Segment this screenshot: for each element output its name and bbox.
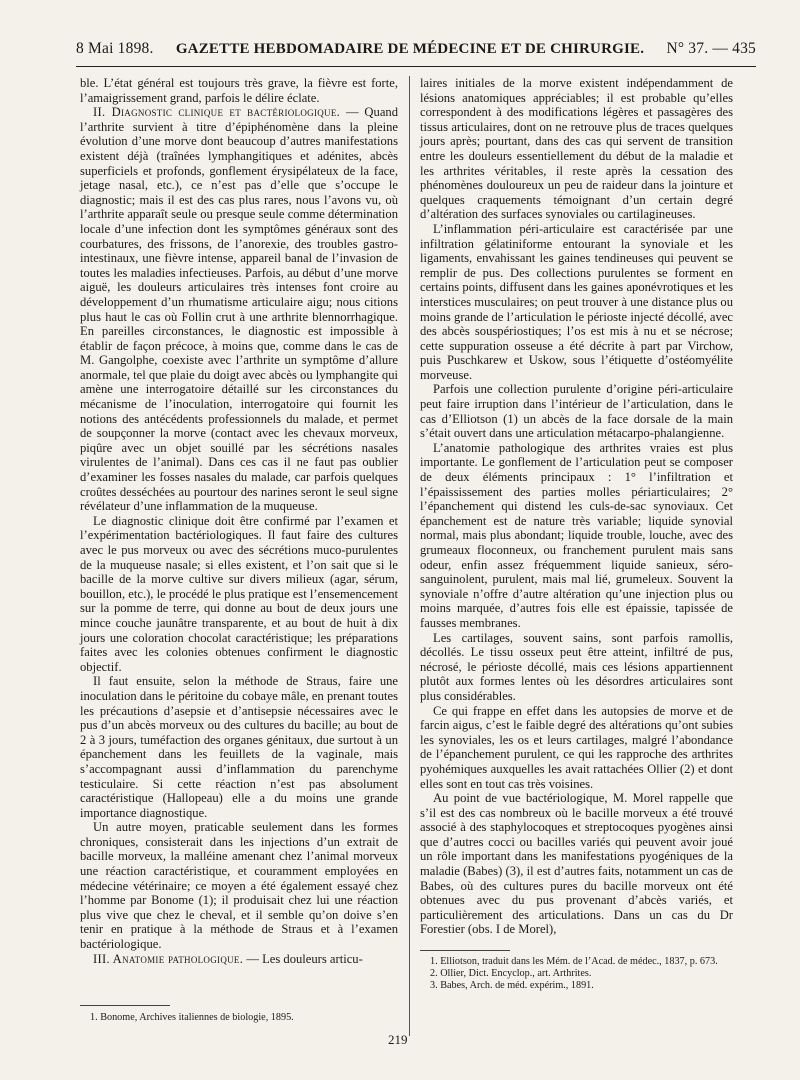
footnote: 3. Babes, Arch. de méd. expérim., 1891. (430, 980, 594, 991)
paragraph-text: Ce qui frappe en effet dans les autopsies de morve et de farcin aigus, c’est le faible degré des altérations qu’ont subies les synoviales, les os et leurs cartilages, malgré l’abondance de l’épanchement purulent, ce qui les rapproche des arthrites pyohémiques auxquelles les avait rattachées Ollier (2) et dont elles sont en tout cas très voisines. (420, 703, 733, 791)
footnote: 1. Bonome, Archives italiennes de biologie, 1895. (90, 1012, 294, 1023)
paragraph-text: ble. L’état général est toujours très grave, la fièvre est forte, l’amaigrissement grand, parfois le délire éclate. (80, 76, 398, 105)
journal-title: GAZETTE HEBDOMADAIRE DE MÉDECINE ET DE CHIRURGIE. (175, 41, 645, 57)
footnote-rule-right (420, 950, 510, 951)
paragraph-text: L’anatomie pathologique des arthrites vraies est plus importante. Le gonflement de l’articulation peut se composer de deux éléments principaux : 1° l’infiltration et l’épaississement des parties molles périarticulaires; 2° l’épanchement qui distend les culs-de-sac synoviaux. Cet épanchement est de nature très variable; liquide synovial normal, mais plus abondant; liquide trouble, louche, avec des grumeaux floconneux, ou franchement purulent mais sans odeur, enfin assez fréquemment liquide sanieux, séro-sanguinolent, purulent, mais mal lié, grumeleux. Souvent la synoviale n’offre d’autre altération qu’une injection plus ou moins marquée, d’autres fois elle est épaissie, tapissée de fausses membranes. (420, 440, 733, 630)
paragraph-text: Il faut ensuite, selon la méthode de Straus, faire une inoculation dans le péritoine du cobaye mâle, en prenant toutes les précautions d’asepsie et d’antisepsie nécessaires avec le pus d’un abcès morveux ou des cultures du bacille; au bout de 2 à 3 jours, tuméfaction des organes génitaux, due surtout à un épanchement dans les feuillets de la vaginale, mais s’accompagnant aussi d’inflammation du parenchyme testiculaire. Si cette réaction n’est pas absolument caractéristique (Hallopeau) elle a du moins une grande importance diagnostique. (80, 674, 398, 820)
footnote-rule-left (80, 1005, 170, 1006)
right-column (420, 76, 733, 937)
paragraph-text: Les cartilages, souvent sains, sont parfois ramollis, décollés. Le tissu osseux peut être atteint, infiltré de pus, nécrosé, le périoste décollé, mais ces lésions appartiennent plutôt aux formes lentes où les désordres articulaires sont plus considérables. (420, 630, 733, 703)
paragraph-text: Un autre moyen, praticable seulement dans les formes chroniques, consisterait dans les injections d’un extrait de bacille morveux, la malléine amenant chez l’animal morveux une réaction caractéristique, et couramment employées en médecine vétérinaire; ce moyen a été également essayé chez l’homme par Bonome (1); il produisait chez lui une réaction plus vive que chez le cheval, et il semble qu’on doive s’en tenir en pratique à la méthode de Straus et à l’examen bactériologique. (80, 820, 398, 952)
paragraph (420, 382, 733, 440)
paragraph (420, 631, 733, 704)
paragraph (80, 76, 398, 105)
section-heading: II. Diagnostic clinique et bactériologique. (93, 105, 341, 120)
paragraph (80, 105, 398, 514)
paragraph (420, 791, 733, 937)
left-column (80, 76, 398, 966)
section-heading: III. Anatomie pathologique. (93, 951, 244, 966)
page-number: 219 (388, 1032, 408, 1047)
running-header (76, 40, 756, 62)
paragraph-text: — Les douleurs articu- (243, 951, 363, 966)
footnote: 2. Ollier, Dict. Encyclop., art. Arthrites. (430, 968, 592, 979)
paragraph-text: L’inflammation péri-articulaire est caractérisée par une infiltration gélatiniforme entourant la synoviale et les ligaments, envahissant les gaines tendineuses qui peuvent se remplir de pus. Des collections purulentes se forment en certains points, diffusent dans les gaines aponévrotiques et les interstices musculaires; on peut trouver à une distance plus ou moins grande de l’articulation le périoste injecté décollé, avec des abcès souspériostiques; l’os est mis à nu et se nécrose; cette suppuration osseuse a été décrite à part par Virchow, puis Puschkarew et Uskow, sous l’étiquette d’ostéomyélite morveuse. (420, 221, 733, 382)
issue-and-page: N° 37. — 435 (666, 40, 756, 57)
paragraph-text: Au point de vue bactériologique, M. Morel rappelle que s’il est des cas nombreux où le bacille morveux a été trouvé associé à des staphylocoques et streptocoques pyogènes ainsi que d’autres cocci ou bacilles variés qui peuvent avoir joué un rôle important dans les manifestations pyogéniques de la maladie (Babes) (3), il est d’autres faits, notamment un cas de Babes, où des cultures pures du bacille morveux ont été obtenues avec du pus provenant d’abcès variés, et particulièrement des articulations. Dans un cas du Dr Forestier (obs. I de Morel), (420, 791, 733, 937)
header-date: 8 Mai 1898. (76, 40, 154, 57)
paragraph (420, 441, 733, 631)
paragraph (80, 514, 398, 675)
footnote: 1. Elliotson, traduit dans les Mém. de l’Acad. de médec., 1837, p. 673. (430, 956, 718, 967)
paragraph (420, 76, 733, 222)
header-rule (76, 66, 756, 67)
paragraph-text: — Quand l’arthrite survient à titre d’épiphénomène dans la pleine évolution d’une morve dont beaucoup d’autres manifestations existent déjà (traînées lymphangitiques et adénites, abcès superficiels et profonds, gonflement érysipélateux de la face, jetage nasal, etc.), ce n’est pas d’elle que s’occupe le diagnostic; mais il est des cas plus rares, nous l’avons vu, où l’arthrite apparaît seule ou presque seule comme détermination locale d’une infection dont les symptômes généraux sont des courbatures, des frissons, de l’anorexie, des troubles gastro-intestinaux, une fièvre intense, appareil banal de l’invasion de toutes les maladies infectieuses. Parfois, au début d’une morve aiguë, les douleurs articulaires très intenses font croire au développement d’un rhumatisme articulaire aigu; nous citions plus haut le cas où Follin crut à une arthrite blennorrhagique. En pareilles circonstances, le diagnostic est impossible à établir de façon précoce, à moins que, comme dans le cas de M. Gangolphe, coexiste avec l’arthrite un symptôme d’allure anormale, tel que plaie du doigt avec abcès ou lymphangite qui amène une interrogatoire détaillé sur les circonstances du mécanisme de l’inoculation, interrogatoire qui fournit les notions des antécédents professionnels du malade, et permet de soupçonner la morve (contact avec les chevaux morveux, piqûre avec un objet souillé par les sécrétions nasales virulentes de l’animal). Dans ces cas il ne faut pas oublier d’examiner les fosses nasales du malade, car parfois quelques croûtes desséchées au pourtour des narines seront le seul signe révélateur d’une inflammation de la muqueuse. (80, 105, 399, 514)
paragraph (80, 952, 398, 967)
paragraph (420, 222, 733, 383)
paragraph (80, 674, 398, 820)
column-divider (409, 76, 410, 1036)
paragraph-text: Le diagnostic clinique doit être confirmé par l’examen et l’expérimentation bactériologiques. Il faut faire des cultures avec le pus morveux ou avec des sécrétions muco-purulentes de la muqueuse nasale; si elles existent, et l’on sait que si le bacille de la morve cultive sur divers milieux (agar, sérum, bouillon, etc.), le procédé le plus pratique est l’ensemencement sur la pomme de terre, qui donne au bout de deux jours une mince couche jaunâtre transparente, et au bout de huit à dix jours une coloration chocolat caractéristique; les préparations faites avec les colonies obtenues confirment le diagnostic objectif. (80, 513, 398, 674)
footnotes-right (420, 956, 733, 992)
footnotes-left (80, 1012, 398, 1024)
paragraph (420, 704, 733, 792)
paragraph-text: laires initiales de la morve existent indépendamment de lésions anatomiques appréciables; il est probable qu’elles correspondent à des modifications légères et passagères des tissus articulaires, dont on ne retrouve plus de traces quelques jours après; pourtant, dans des cas qui servent de transition entre les douleurs essentiellement du début de la maladie et les arthrites véritables, il reste après la cessation des phénomènes douloureux un peu de raideur dans la jointure et quelques craquements témoignant d’un certain degré d’altération des surfaces synoviales ou cartilagineuses. (420, 76, 733, 222)
paragraph (80, 820, 398, 951)
paragraph-text: Parfois une collection purulente d’origine péri-articulaire peut faire irruption dans l’intérieur de l’articulation, dans le cas d’Elliotson (1) un abcès de la face dorsale de la main s’était ouvert dans une articulation métacarpo-phalangienne. (420, 382, 733, 441)
